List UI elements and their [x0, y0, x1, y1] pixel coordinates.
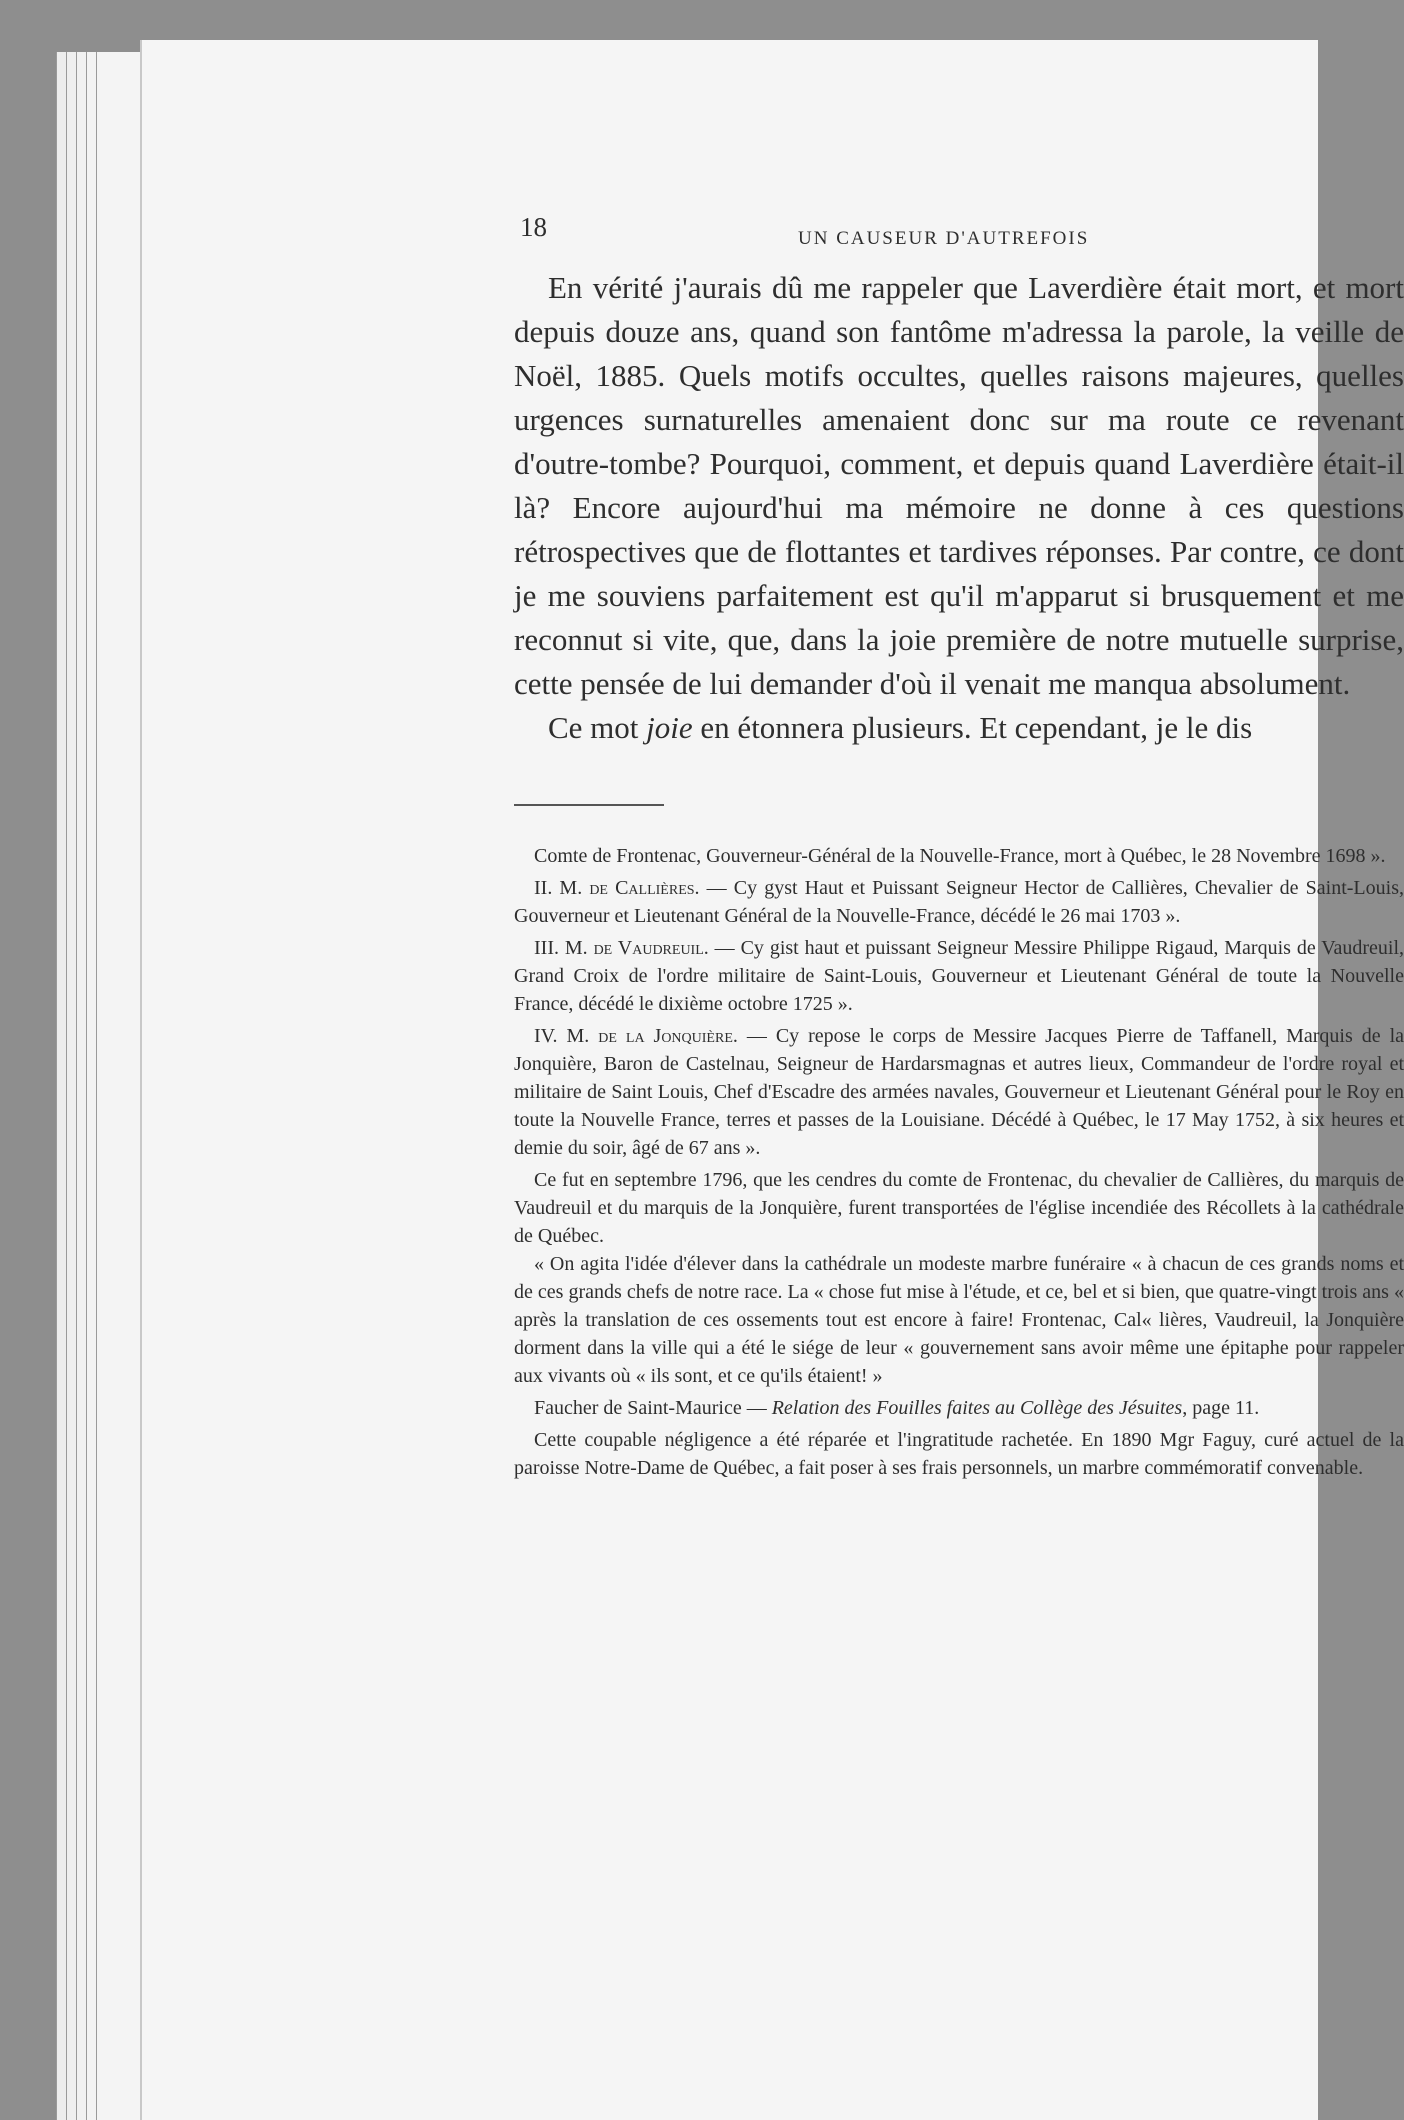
- paragraph: [514, 706, 1404, 750]
- paragraph: En vérité j'aurais dû me rappeler que Laverdière était mort, et mort depuis douze ans, quand son fantôme m'adressa la parole, la veille de Noël, 1885. Quels motifs occultes, quelles raisons majeures, quelles urgences surnaturelles amenaient donc sur ma route ce revenant d'outre-tombe? Pourquoi, comment, et depuis quand Laverdière était-il là? Encore aujourd'hui ma mémoire ne donne à ces questions rétrospectives que de flottantes et tardives réponses. Par contre, ce dont je me souviens parfaitement est qu'il m'apparut si brusquement et me reconnut si vite, que, dans la joie première de notre mutuelle surprise, cette pensée de lui demander d'où il venait me manqua absolument.: [514, 270, 1404, 701]
- text-run: en étonnera plusieurs. Et cependant, je le dis: [692, 710, 1253, 745]
- footnote: Ce fut en septembre 1796, que les cendres du comte de Frontenac, du chevalier de Callières, du marquis de Vaudreuil et du marquis de la Jonquière, furent transportées de l'église incendiée des Récollets à la cathédrale de Québec.: [514, 1169, 1404, 1247]
- italic-text: joie: [646, 710, 693, 745]
- footnote-rule: [514, 804, 664, 806]
- body-text: [514, 266, 1404, 750]
- footnote: Cette coupable négligence a été réparée et l'ingratitude rachetée. En 1890 Mgr Faguy, curé actuel de la paroisse Notre-Dame de Québec, a fait poser à ses frais personnels, un marbre commémoratif convenable.: [514, 1429, 1404, 1479]
- footnote: [514, 874, 1404, 930]
- footnote-citation: [514, 1394, 1404, 1422]
- footnote-text: — Cy repose le corps de Messire Jacques Pierre de Taffanell, Marquis de la Jonquière, Baron de Castelnau, Seigneur de Hardarsmagnas et autres lieux, Commandeur de l'ordre royal et militaire de Saint Louis, Chef d'Escadre des armées navales, Gouverneur et Lieutenant Général pour le Roy en toute la Nouvelle France, terres et passes de la Louisiane. Décédé à Québec, le 17 May 1752, à six heures et demie du soir, âgé de 67 ans ».: [514, 1025, 1404, 1159]
- text-run: , page 11.: [1182, 1397, 1260, 1419]
- footnote-lead: III. M. de Vaudreuil.: [534, 937, 709, 959]
- running-title: UN CAUSEUR D'AUTREFOIS: [798, 228, 1090, 249]
- footnote-text: — Cy gist haut et puissant Seigneur Messire Philippe Rigaud, Marquis de Vaudreuil, Grand Croix de l'ordre militaire de Saint-Louis, Gouverneur et Lieutenant Général de toute la Nouvelle France, décédé le dixième octobre 1725 ».: [514, 937, 1404, 1015]
- book-page: [140, 40, 1404, 2120]
- page-content: [514, 212, 1404, 1482]
- footnotes: [514, 842, 1404, 1482]
- footnote-quote: « On agita l'idée d'élever dans la cathédrale un modeste marbre funéraire « à chacun de ces grands noms et de ces grands chefs de notre race. La « chose fut mise à l'étude, et ce, bel et si bien, que quatre-vingt trois ans « après la translation de ces ossements tout est encore à faire! Frontenac, Cal« lières, Vaudreuil, la Jonquière dorment dans la ville qui a été le siége de leur « gouvernement sans avoir même une épitaphe pour rappeler aux vivants où « ils sont, et ce qu'ils étaient! »: [514, 1253, 1404, 1387]
- text-run: Ce mot: [548, 710, 647, 745]
- footnote: Comte de Frontenac, Gouverneur-Général de la Nouvelle-France, mort à Québec, le 28 Novembre 1698 ».: [534, 845, 1386, 867]
- footnote-lead: II. M. de Callières.: [534, 877, 700, 899]
- italic-title: Relation des Fouilles faites au Collège des Jésuites: [771, 1397, 1183, 1419]
- footnote: [514, 934, 1404, 1018]
- running-head: [514, 212, 1404, 266]
- text-run: Faucher de Saint-Maurice —: [534, 1397, 772, 1419]
- footnote-text: — Cy gyst Haut et Puissant Seigneur Hector de Callières, Chevalier de Saint-Louis, Gouverneur et Lieutenant Général de la Nouvelle-France, décédé le 26 mai 1703 ».: [514, 877, 1404, 927]
- footnote-lead: IV. M. de la Jonquière.: [534, 1025, 738, 1047]
- footnote: [514, 1022, 1404, 1162]
- page-number: 18: [520, 212, 547, 242]
